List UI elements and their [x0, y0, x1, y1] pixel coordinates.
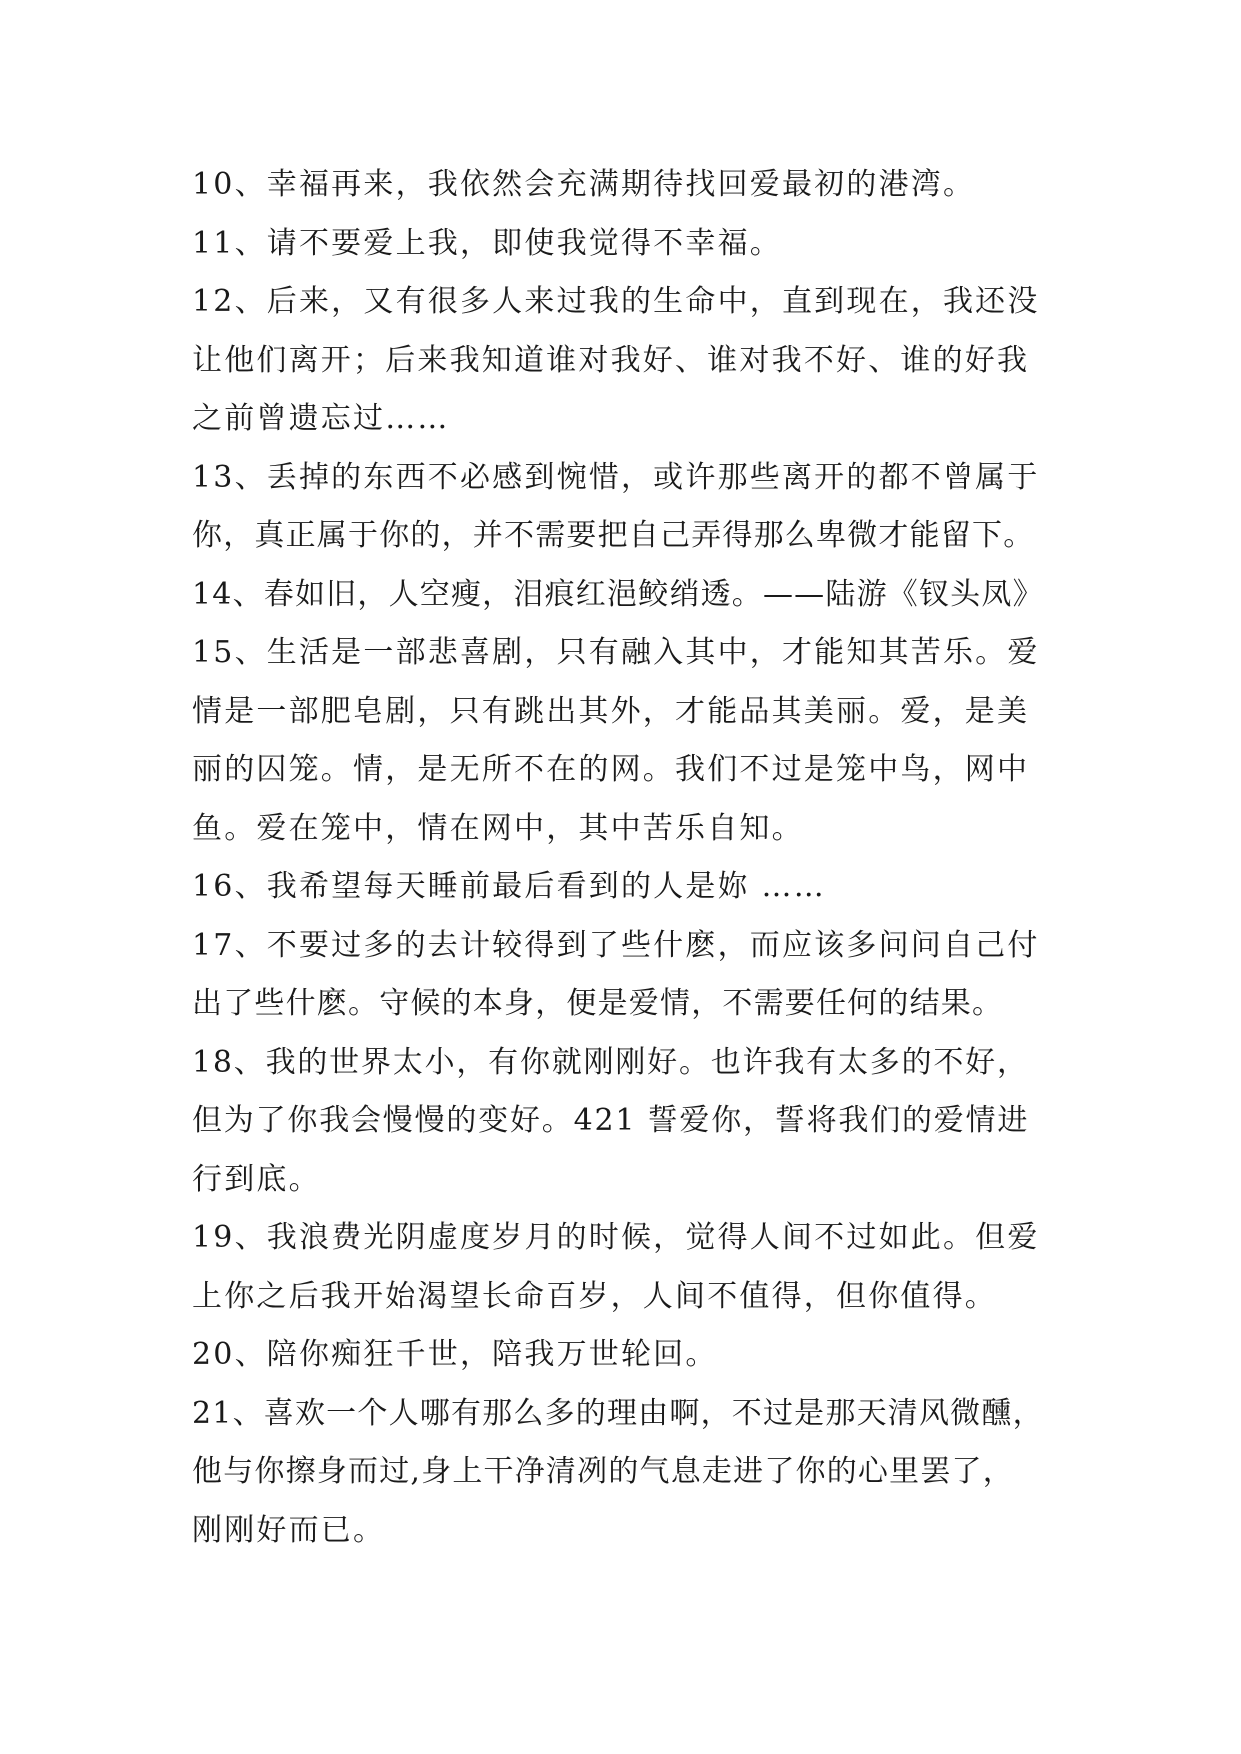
quote-line: 你，真正属于你的，并不需要把自己弄得那么卑微才能留下。 — [192, 518, 1035, 553]
quote-entry-21 — [192, 1385, 1082, 1561]
quote-line: 13、丢掉的东西不必感到惋惜，或许那些离开的都不曾属于 — [192, 459, 1040, 495]
quote-line: 15、生活是一部悲喜剧，只有融入其中，才能知其苦乐。爱 — [192, 635, 1040, 670]
quote-entry-17 — [192, 917, 1082, 1034]
quote-line: 丽的囚笼。情，是无所不在的网。我们不过是笼中鸟，网中 — [192, 752, 1030, 787]
quote-line: 鱼。爱在笼中，情在网中，其中苦乐自知。 — [192, 810, 804, 846]
quote-line: 之前曾遗忘过…… — [192, 401, 450, 436]
quote-entry-18 — [192, 1034, 1082, 1210]
quote-line: 上你之后我开始渴望长命百岁，人间不值得，但你值得。 — [192, 1278, 997, 1314]
document-body — [192, 156, 1082, 1560]
quote-entry-15 — [192, 624, 1082, 858]
quote-line: 19、我浪费光阴虚度岁月的时候，觉得人间不过如此。但爱 — [192, 1220, 1040, 1255]
quote-line: 但为了你我会慢慢的变好。421 誓爱你，誓将我们的爱情进 — [192, 1103, 1030, 1138]
quote-entry-12 — [192, 273, 1082, 449]
quote-line: 让他们离开；后来我知道谁对我好、谁对我不好、谁的好我 — [192, 342, 1030, 378]
quote-line: 16、我希望每天睡前最后看到的人是妳 …… — [192, 869, 826, 904]
quote-line: 10、幸福再来，我依然会充满期待找回爱最初的港湾。 — [192, 167, 976, 202]
quote-line: 14、春如旧，人空瘦，泪痕红浥鲛绡透。——陆游《钗头凤》 — [192, 576, 1044, 612]
quote-line: 出了些什麽。守候的本身，便是爱情，不需要任何的结果。 — [192, 986, 1004, 1021]
quote-entry-19 — [192, 1209, 1082, 1326]
quote-line: 20、陪你痴狂千世，陪我万世轮回。 — [192, 1337, 718, 1372]
quote-entry-16 — [192, 858, 1082, 917]
quote-entry-11 — [192, 215, 1082, 274]
quote-line: 21、喜欢一个人哪有那么多的理由啊，不过是那天清风微醺， — [192, 1395, 1044, 1431]
quote-line: 刚刚好而已。 — [192, 1512, 386, 1548]
quote-line: 12、后来，又有很多人来过我的生命中，直到现在，我还没 — [192, 284, 1040, 319]
quote-entry-20 — [192, 1326, 1082, 1385]
quote-line: 11、请不要爱上我，即使我觉得不幸福。 — [192, 225, 782, 261]
quote-entry-14 — [192, 566, 1082, 625]
quote-line: 情是一部肥皂剧，只有跳出其外，才能品其美丽。爱，是美 — [192, 693, 1030, 729]
quote-entry-13 — [192, 449, 1082, 566]
quote-line: 18、我的世界太小，有你就刚刚好。也许我有太多的不好， — [192, 1044, 1029, 1080]
quote-entry-10 — [192, 156, 1082, 215]
quote-line: 他与你擦身而过,身上干净清冽的气息走进了你的心里罢了， — [192, 1454, 1014, 1489]
quote-line: 17、不要过多的去计较得到了些什麽，而应该多问问自己付 — [192, 927, 1040, 963]
quote-line: 行到底。 — [192, 1161, 321, 1197]
